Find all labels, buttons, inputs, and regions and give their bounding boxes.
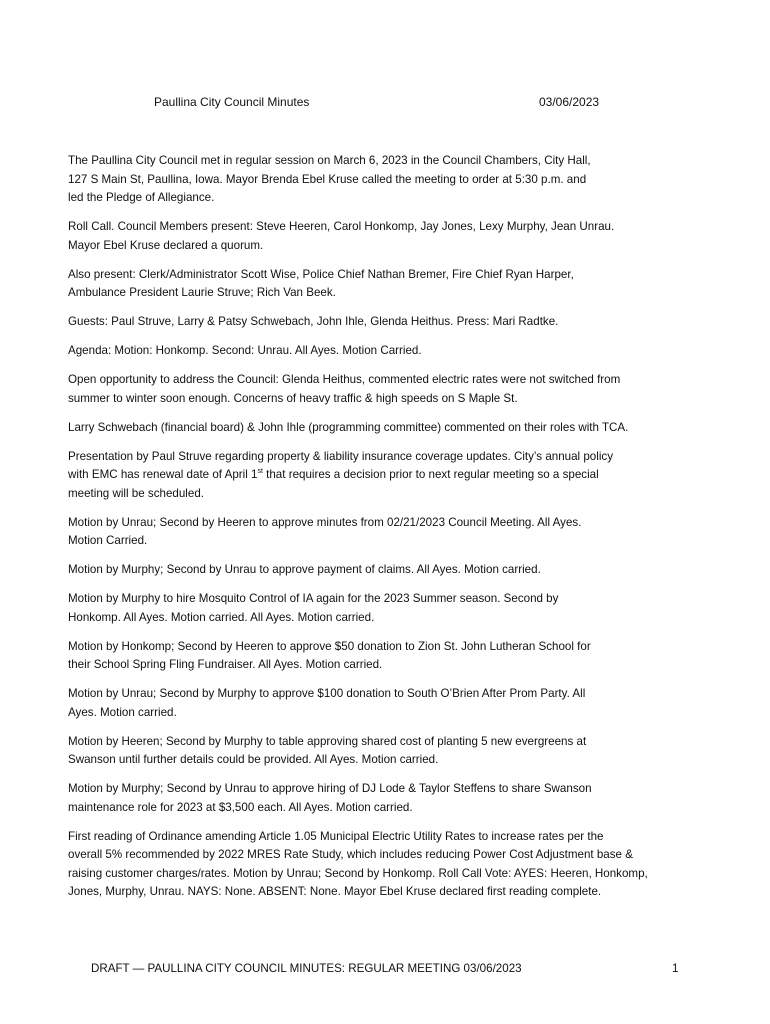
paragraph bbox=[68, 371, 708, 408]
text-line: Ayes. Motion carried. bbox=[68, 705, 177, 719]
page-number: 1 bbox=[672, 962, 679, 975]
text-line: led the Pledge of Allegiance. bbox=[68, 191, 215, 204]
text-line: Agenda: Motion: Honkomp. Second: Unrau. All Ayes. Motion Carried. bbox=[68, 344, 422, 357]
text-line: summer to winter soon enough. Concerns of heavy traffic & high speeds on S Maple St. bbox=[68, 391, 518, 405]
text-segment: with EMC has renewal date of April 1 bbox=[68, 468, 258, 481]
text-line: Also present: Clerk/Administrator Scott Wise, Police Chief Nathan Bremer, Fire Chief Ryan Harper, bbox=[68, 267, 574, 281]
text-line: Honkomp. All Ayes. Motion carried. All Ayes. Motion carried. bbox=[68, 610, 375, 624]
text-line: Jones, Murphy, Unrau. NAYS: None. ABSENT: None. Mayor Ebel Kruse declared first reading complete. bbox=[68, 885, 602, 898]
paragraph bbox=[68, 313, 708, 332]
text-line: maintenance role for 2023 at $3,500 each. All Ayes. Motion carried. bbox=[68, 800, 413, 814]
minutes-body bbox=[68, 152, 708, 912]
text-segment: that requires a decision prior to next regular meeting so a special bbox=[262, 468, 599, 481]
text-line: Motion by Unrau; Second by Murphy to approve $100 donation to South O’Brien After Prom Party. All bbox=[68, 687, 586, 700]
paragraph bbox=[68, 780, 708, 817]
paragraph bbox=[68, 266, 708, 303]
header-date: 03/06/2023 bbox=[539, 95, 600, 109]
text-line: Motion by Heeren; Second by Murphy to table approving shared cost of planting 5 new evergreens at bbox=[68, 734, 587, 748]
text-line: The Paullina City Council met in regular session on March 6, 2023 in the Council Chambers, City Hall, bbox=[68, 154, 591, 167]
text-line: Motion by Unrau; Second by Heeren to approve minutes from 02/21/2023 Council Meeting. All Ayes. bbox=[68, 515, 582, 529]
paragraph bbox=[68, 152, 708, 208]
ordinal-suffix: st bbox=[257, 468, 263, 476]
text-line: Guests: Paul Struve, Larry & Patsy Schwebach, John Ihle, Glenda Heithus. Press: Mari Radtke. bbox=[68, 315, 559, 328]
text-line: their School Spring Fling Fundraiser. All Ayes. Motion carried. bbox=[68, 658, 383, 671]
paragraph bbox=[68, 448, 708, 504]
text-line: overall 5% recommended by 2022 MRES Rate Study, which includes reducing Power Cost Adjustment base & bbox=[68, 848, 633, 861]
header-title: Paullina City Council Minutes bbox=[154, 95, 310, 109]
paragraph bbox=[68, 733, 708, 770]
text-line: Ambulance President Laurie Struve; Rich Van Beek. bbox=[68, 286, 336, 299]
paragraph bbox=[68, 828, 708, 902]
text-line: Open opportunity to address the Council: Glenda Heithus, commented electric rates were not switched from bbox=[68, 373, 621, 386]
paragraph bbox=[68, 638, 708, 675]
footer-text: DRAFT — PAULLINA CITY COUNCIL MINUTES: REGULAR MEETING 03/06/2023 bbox=[91, 962, 522, 975]
text-line: Swanson until further details could be provided. All Ayes. Motion carried. bbox=[68, 753, 439, 766]
text-line: Motion Carried. bbox=[68, 534, 148, 547]
text-line: Roll Call. Council Members present: Steve Heeren, Carol Honkomp, Jay Jones, Lexy Murphy, Jean Unrau. bbox=[68, 220, 615, 233]
paragraph bbox=[68, 514, 708, 551]
paragraph bbox=[68, 419, 708, 438]
text-line: Presentation by Paul Struve regarding property & liability insurance coverage updates. City’s annual policy bbox=[68, 449, 613, 463]
text-line: Mayor Ebel Kruse declared a quorum. bbox=[68, 238, 264, 252]
text-line: Motion by Murphy to hire Mosquito Control of IA again for the 2023 Summer season. Second by bbox=[68, 592, 559, 605]
paragraph bbox=[68, 561, 708, 580]
paragraph bbox=[68, 342, 708, 361]
text-line: First reading of Ordinance amending Article 1.05 Municipal Electric Utility Rates to increase rates per the bbox=[68, 829, 604, 843]
text-line: 127 S Main St, Paullina, Iowa. Mayor Brenda Ebel Kruse called the meeting to order at 5:30 p.m. and bbox=[68, 172, 587, 186]
text-line: Motion by Murphy; Second by Unrau to approve payment of claims. All Ayes. Motion carried. bbox=[68, 563, 541, 576]
paragraph bbox=[68, 685, 708, 722]
text-line: meeting will be scheduled. bbox=[68, 486, 204, 500]
text-line: Motion by Murphy; Second by Unrau to approve hiring of DJ Lode & Taylor Steffens to share Swanson bbox=[68, 782, 592, 795]
text-line: raising customer charges/rates. Motion by Unrau; Second by Honkomp. Roll Call Vote: AYES: Heeren, Honkomp, bbox=[68, 866, 648, 880]
paragraph bbox=[68, 590, 708, 627]
text-line: Motion by Honkomp; Second by Heeren to approve $50 donation to Zion St. John Lutheran School for bbox=[68, 639, 591, 653]
paragraph bbox=[68, 218, 708, 255]
text-line bbox=[68, 466, 708, 485]
text-line: Larry Schwebach (financial board) & John Ihle (programming committee) commented on their roles with TCA. bbox=[68, 420, 629, 434]
